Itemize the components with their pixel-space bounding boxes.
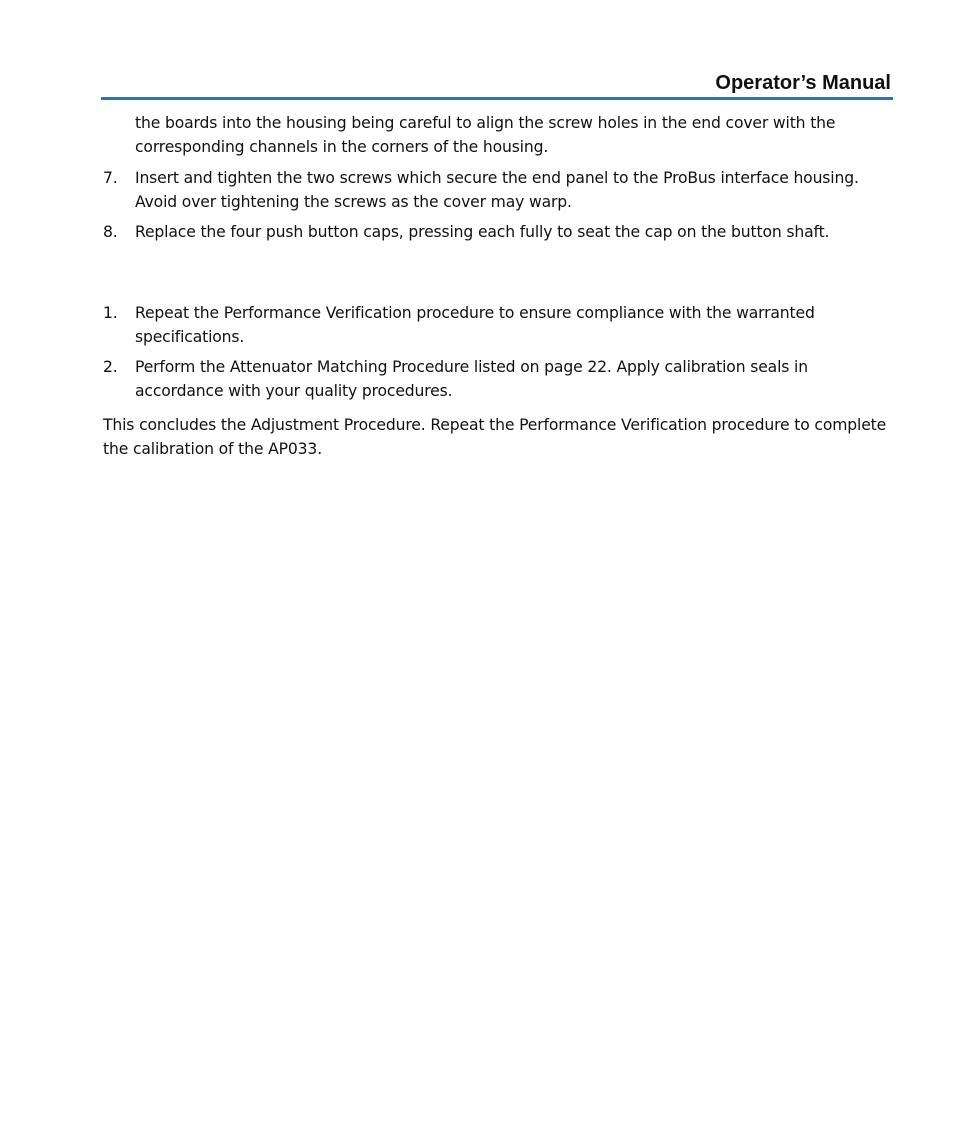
list-item-text: Perform the Attenuator Matching Procedure listed on page 22. Apply calibration seals in accordance with your quality procedures.: [135, 358, 808, 400]
header-title: Operator’s Manual: [715, 72, 891, 94]
list-item-number: 2.: [103, 358, 118, 376]
list-item-number: 8.: [103, 223, 118, 241]
continued-step-text: the boards into the housing being careful to align the screw holes in the end cover with the corresponding channels in the corners of the housing.: [135, 114, 836, 156]
list-item-number: 1.: [103, 304, 118, 322]
header-rule: [101, 97, 893, 100]
list-item-text: Insert and tighten the two screws which secure the end panel to the ProBus interface housing. Avoid over tightening the screws as the cover may warp.: [135, 169, 859, 211]
list-item-text: Repeat the Performance Verification procedure to ensure compliance with the warranted specifications.: [135, 304, 815, 346]
closing-paragraph: This concludes the Adjustment Procedure. Repeat the Performance Verification procedure to complete the calibration of the AP033.: [103, 416, 887, 458]
list-item-number: 7.: [103, 169, 118, 187]
list-item-text: Replace the four push button caps, pressing each fully to seat the cap on the button shaft.: [135, 223, 830, 241]
